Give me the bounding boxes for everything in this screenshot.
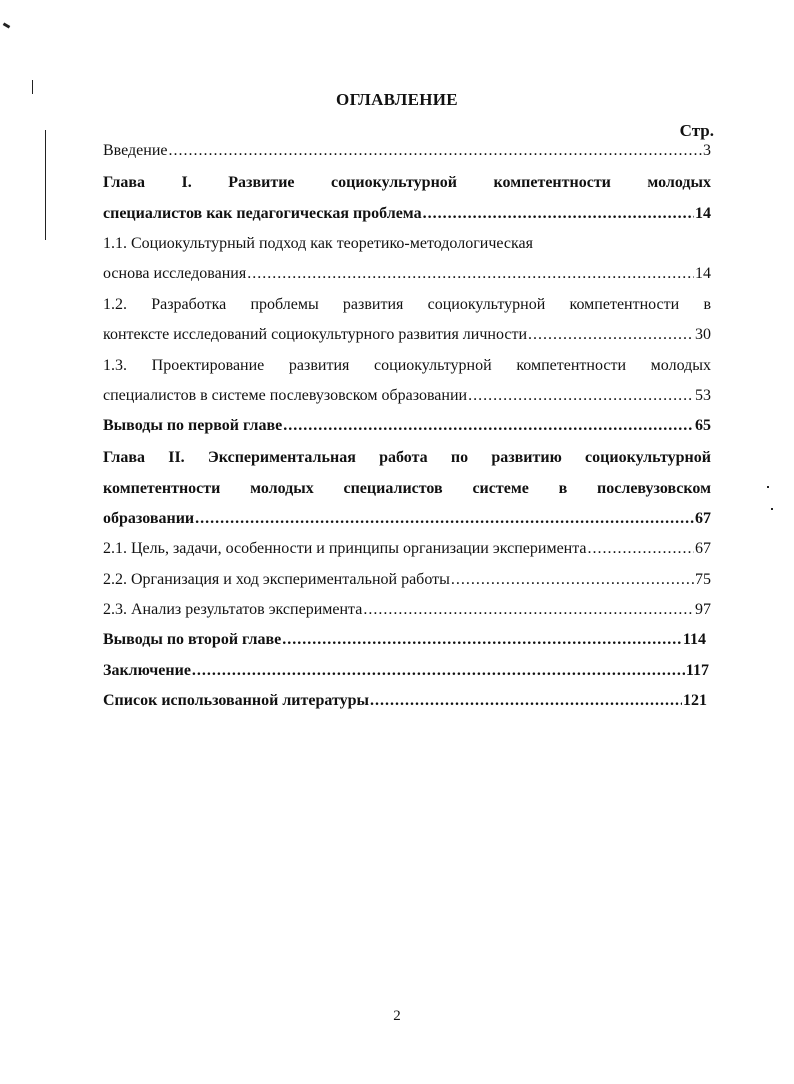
- toc-entry-text: образовании: [103, 510, 195, 527]
- toc-entry-1-3-line1[interactable]: 1.3. Проектирование развития социокультурной компетентности молодых: [103, 357, 711, 374]
- scan-artifact: [771, 508, 773, 510]
- dot-leader: [528, 324, 694, 346]
- toc-entry-2-1[interactable]: [103, 538, 711, 560]
- dot-leader: [282, 629, 682, 651]
- scan-artifact: [45, 130, 46, 240]
- toc-entry-1-1[interactable]: [103, 263, 711, 285]
- dot-leader: [468, 385, 694, 407]
- toc-entry-page: 114: [682, 631, 706, 648]
- pages-column-label: Стр.: [679, 121, 714, 140]
- toc-entry-text: 2.3. Анализ результатов эксперимента: [103, 601, 363, 618]
- toc-entry-text: Заключение: [103, 662, 191, 679]
- toc-entry-chapter1[interactable]: [103, 203, 711, 225]
- toc-entry-page: 3: [703, 142, 711, 159]
- toc-entry-1-3[interactable]: [103, 385, 711, 407]
- toc-entry-2-2[interactable]: [103, 569, 711, 591]
- toc-entry-conclusions-ch2[interactable]: [103, 629, 706, 651]
- dot-leader: [451, 569, 694, 591]
- page-number: 2: [393, 1008, 401, 1024]
- toc-entry-text: Список использованной литературы: [103, 692, 369, 709]
- toc-entry-2-3[interactable]: [103, 599, 711, 621]
- toc-entry-page: 121: [683, 692, 707, 709]
- toc-entry-page: 67: [695, 510, 711, 527]
- toc-entry-chapter2[interactable]: [103, 508, 711, 530]
- toc-entry-introduction[interactable]: [103, 140, 711, 162]
- dot-leader: [169, 140, 703, 162]
- toc-entry-page: 14: [695, 265, 711, 282]
- toc-entry-1-2-line1[interactable]: 1.2. Разработка проблемы развития социокультурной компетентности в: [103, 296, 711, 313]
- toc-entry-text: Введение: [103, 142, 168, 159]
- toc-entry-1-1-line1[interactable]: 1.1. Социокультурный подход как теоретико-методологическая: [103, 235, 533, 252]
- toc-entry-text: Выводы по первой главе: [103, 417, 283, 434]
- dot-leader: [370, 690, 682, 712]
- dot-leader: [363, 599, 694, 621]
- toc-entry-chapter2-line1[interactable]: Глава II. Экспериментальная работа по развитию социокультурной: [103, 449, 711, 466]
- scan-artifact: [3, 22, 11, 28]
- toc-entry-conclusions-ch1[interactable]: [103, 415, 711, 437]
- dot-leader: [423, 203, 694, 225]
- toc-entry-text: 2.2. Организация и ход экспериментальной работы: [103, 571, 450, 588]
- toc-entry-page: 67: [695, 540, 711, 557]
- dot-leader: [247, 263, 694, 285]
- toc-entry-text: специалистов как педагогическая проблема: [103, 205, 422, 222]
- scan-artifact: [767, 486, 769, 488]
- toc-entry-chapter2-line2[interactable]: компетентности молодых специалистов системе в послевузовском: [103, 480, 711, 497]
- page-title: ОГЛАВЛЕНИЕ: [336, 90, 458, 109]
- toc-entry-chapter1-line1[interactable]: Глава I. Развитие социокультурной компетентности молодых: [103, 174, 711, 191]
- dot-leader: [588, 538, 694, 560]
- toc-entry-page: 30: [695, 326, 711, 343]
- toc-entry-bibliography[interactable]: [103, 690, 707, 712]
- dot-leader: [192, 660, 685, 682]
- toc-entry-page: 117: [685, 662, 709, 679]
- dot-leader: [195, 508, 694, 530]
- toc-entry-text: Выводы по второй главе: [103, 631, 282, 648]
- toc-entry-1-2[interactable]: [103, 324, 711, 346]
- toc-entry-page: 75: [695, 571, 711, 588]
- toc-entry-conclusion[interactable]: [103, 660, 709, 682]
- dot-leader: [283, 415, 694, 437]
- toc-entry-page: 65: [695, 417, 711, 434]
- toc-entry-page: 14: [695, 205, 711, 222]
- toc-entry-text: основа исследования: [103, 265, 247, 282]
- toc-entry-text: контексте исследований социокультурного развития личности: [103, 326, 528, 343]
- toc-entry-text: 2.1. Цель, задачи, особенности и принципы организации эксперимента: [103, 540, 587, 557]
- toc-entry-page: 97: [695, 601, 711, 618]
- toc-entry-page: 53: [695, 387, 711, 404]
- toc-entry-text: специалистов в системе послевузовском образовании: [103, 387, 468, 404]
